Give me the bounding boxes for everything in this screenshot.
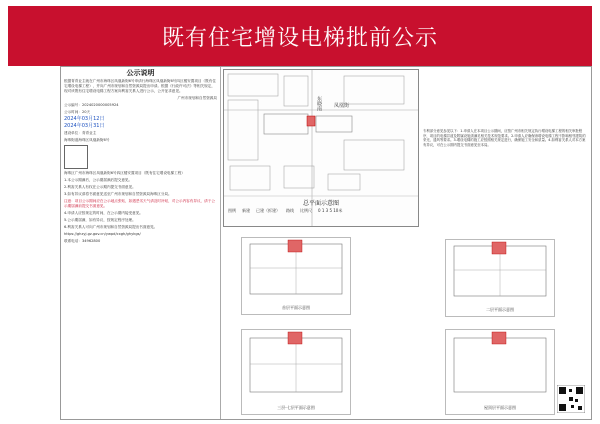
floor-plan-drawing: [242, 238, 350, 302]
elevator-icon: [288, 332, 302, 344]
stamp-placeholder-icon: [64, 145, 88, 169]
notice-paragraph: 根据青青业主就在广州市海珠区凤凰新街6号申请行海珠区凤凰新街6号四区楼安置项目（既有住宅增设电梯工程），并向广州市规划和自然资源局提出申请。根据《行政许可法》等相关规定，现对该既有住宅增设电梯工程方案向利害关系人进行公示，公开征求意见。: [64, 79, 216, 93]
notice-number-row: [64, 103, 217, 108]
notice-dept: 广州市规划和自然资源局: [177, 96, 217, 100]
legend-item-new: 新建: [242, 208, 250, 213]
notice-date-from: 2024年03月12日: [64, 116, 105, 122]
plan-caption: 屋顶层平面示意图: [484, 405, 516, 410]
notice-applicant: 建设单位：青青业主: [64, 131, 97, 135]
notice-rule: 4.申请人应按规定的时间，在公示期内接受意见。: [64, 211, 143, 215]
plan-caption: 三层-七层平面示意图: [277, 405, 315, 410]
notice-warning: 注意：项目公示期间应在公示地点张贴，如遇恶劣天气请及时补贴，对公示内容有异议，请于公示期届满前提交书面意见。: [64, 199, 215, 208]
elevator-icon: [492, 242, 506, 254]
notice-date-to: 2024年03月31日: [64, 123, 105, 129]
site-plan-map: [223, 69, 419, 227]
elevator-marker: [307, 116, 315, 126]
notice-rule: 5.公示期届满，如有异议，按规定程序处理。: [64, 218, 136, 222]
map-legend: [228, 208, 342, 214]
map-title: 总平面示意图: [302, 200, 339, 207]
qr-code-icon[interactable]: [557, 385, 585, 413]
notice-number-label: 公示编号：: [64, 103, 82, 107]
road-label: 凤凰街: [334, 103, 350, 109]
floor-plan-drawing: [446, 240, 554, 304]
street-label: 东晓南: [316, 96, 322, 111]
notice-project: 海珠区广州市海珠区凤凰新街6号四区楼安置项目（既有住宅增设电梯工程）: [64, 171, 185, 175]
legend-label: 图例: [228, 208, 236, 213]
notice-rule: 2.利害关系人有权在公示期内提交书面意见。: [64, 185, 136, 189]
elevator-icon: [288, 240, 302, 252]
notice-url[interactable]: https://ghzyj.gz.gov.cn/ywpd/cxgh/ghykgs/: [64, 232, 141, 236]
notice-sheet: [60, 66, 592, 420]
floor-plan-roof: [445, 329, 555, 415]
notice-rule: 6.利害关系人可向广州市规划和自然资源局提出书面意见。: [64, 225, 158, 229]
page-title-banner: [8, 6, 592, 66]
floor-plan-second: [445, 239, 555, 317]
notice-rule: 3.如有异议请将书面意见送至广州市规划和自然资源局海珠区分局。: [64, 192, 172, 196]
notice-period: 公示时间：20天: [64, 110, 91, 114]
right-notes: [423, 69, 588, 239]
notice-number: 2024020000005924: [81, 103, 119, 107]
floor-plan-drawing: [446, 330, 554, 402]
right-notes-text: 专利部分意见参见以下：1.申请人在本项目公示期间，应按广州市相关规定执行增设电梯工程的相关审批程序，项目的电梯井道及附属设施须满足相关技术规范要求。2.申请人应确保该增设电梯工程不影响相邻建筑的采光、通风等要求。3.增设电梯的施工应按照相关规定进行，确保施工安全和质量。4.如利害关系人对本方案有异议，可在公示期内提交书面意见至本局。: [423, 129, 586, 147]
notice-heading: 公示说明: [126, 69, 155, 77]
notice-rule: 1.本公示期满后，公示期届满后提交意见。: [64, 178, 133, 182]
plan-caption: 首层平面示意图: [282, 305, 310, 310]
scale-text: 0 1 3 5 10米: [318, 208, 343, 213]
scale-label: 比例尺: [300, 208, 312, 213]
notice-text-column: [61, 67, 221, 419]
notice-location: 海珠街道海珠区凤凰新街6号: [64, 138, 110, 142]
floor-plan-ground: [241, 237, 351, 315]
floor-plan-drawing: [242, 330, 350, 402]
legend-item-existing: 已建（拆建）: [256, 208, 280, 213]
legend-item-route: 路线: [286, 208, 294, 213]
plan-caption: 二层平面示意图: [486, 307, 514, 312]
page-title: 既有住宅增设电梯批前公示: [161, 25, 438, 51]
elevator-icon: [492, 332, 506, 344]
floor-plan-typical: [241, 329, 351, 415]
notice-phone: 联系电话：34962800: [64, 239, 101, 243]
